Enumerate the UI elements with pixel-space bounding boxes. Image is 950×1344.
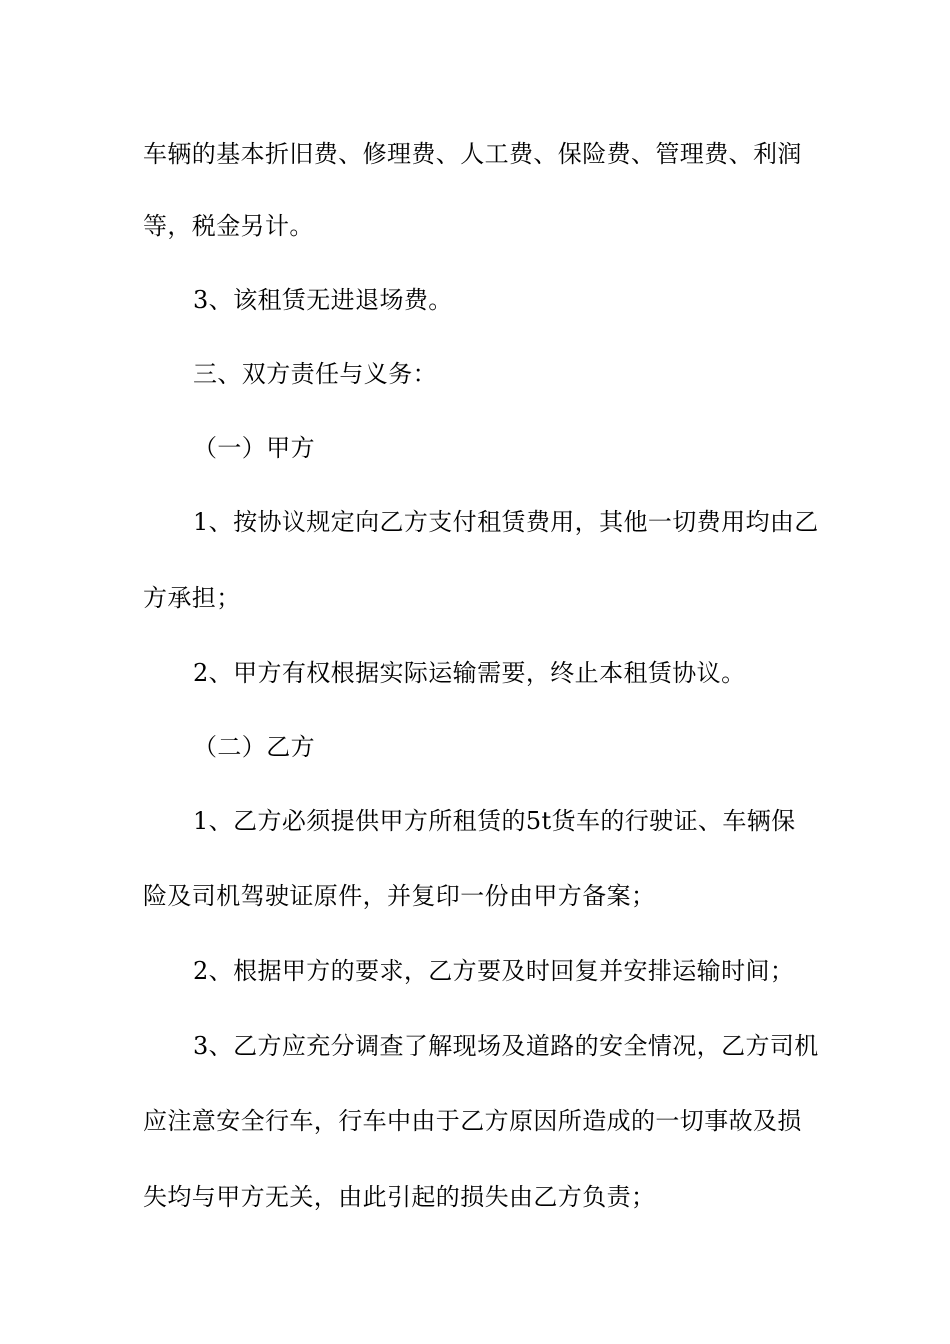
paragraph-line: 等，税金另计。 bbox=[143, 212, 314, 240]
paragraph-line: 3、该租赁无进退场费。 bbox=[193, 286, 453, 314]
paragraph-line: 1、乙方必须提供甲方所租赁的5t货车的行驶证、车辆保 bbox=[193, 807, 796, 835]
paragraph-line: 3、乙方应充分调查了解现场及道路的安全情况，乙方司机 bbox=[193, 1032, 819, 1060]
paragraph-line: 车辆的基本折旧费、修理费、人工费、保险费、管理费、利润 bbox=[143, 140, 802, 168]
section-heading: 三、双方责任与义务： bbox=[193, 360, 437, 388]
paragraph-line: 2、甲方有权根据实际运输需要，终止本租赁协议。 bbox=[193, 659, 746, 687]
subsection-heading: （一）甲方 bbox=[193, 434, 315, 462]
paragraph-line: 险及司机驾驶证原件，并复印一份由甲方备案； bbox=[143, 882, 656, 910]
paragraph-line: 应注意安全行车，行车中由于乙方原因所造成的一切事故及损 bbox=[143, 1107, 802, 1135]
paragraph-line: 2、根据甲方的要求，乙方要及时回复并安排运输时间； bbox=[193, 957, 795, 985]
subsection-heading: （二）乙方 bbox=[193, 733, 315, 761]
paragraph-line: 方承担； bbox=[143, 584, 241, 612]
paragraph-line: 失均与甲方无关，由此引起的损失由乙方负责； bbox=[143, 1183, 656, 1211]
paragraph-line: 1、按协议规定向乙方支付租赁费用，其他一切费用均由乙 bbox=[193, 508, 819, 536]
